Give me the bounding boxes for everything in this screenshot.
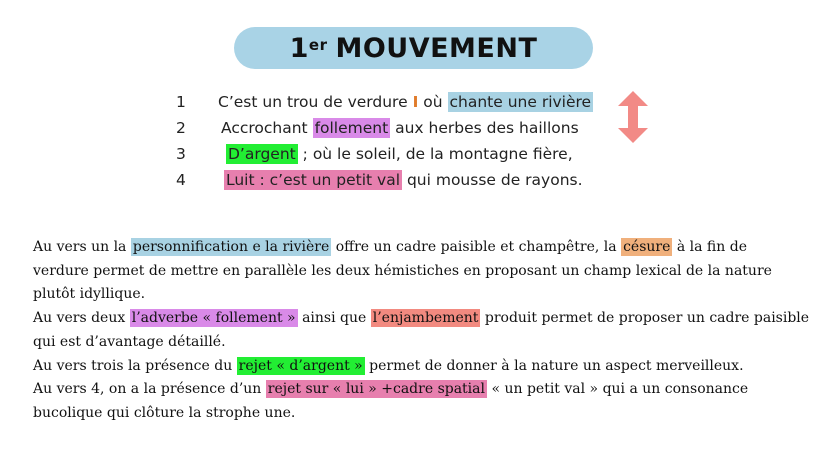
verse-number: 2 xyxy=(176,119,186,137)
highlight-adverbe-follement: l’adverbe « follement » xyxy=(131,310,296,327)
verse-2 xyxy=(176,115,593,141)
title-number: 1 xyxy=(289,32,309,64)
highlight-rejet-lui: rejet sur « lui » +cadre spatial xyxy=(267,381,485,398)
commentary-line: Au vers 4, on a la présence d’un rejet sur « lui » +cadre spatial « un petit val » qui a un consonance xyxy=(33,381,749,398)
verse-text: C’est un trou de verdure xyxy=(218,93,413,111)
poem-stanza xyxy=(176,89,593,193)
verse-text: qui mousse de rayons. xyxy=(402,171,583,189)
commentary-line: Au vers deux l’adverbe « follement » ainsi que l’enjambement produit permet de proposer un cadre paisible xyxy=(33,310,810,327)
verse-text: aux herbes des haillons xyxy=(390,119,579,137)
highlight-enjambement: l’enjambement xyxy=(372,310,479,327)
highlight-rejet-dargent: rejet « d’argent » xyxy=(238,357,363,374)
commentary-text xyxy=(33,236,823,426)
commentary-line: verdure permet de mettre en parallèle les deux hémistiches en proposant un champ lexical de la nature xyxy=(33,262,772,279)
commentary-line: bucolique qui clôture la strophe une. xyxy=(33,404,296,421)
highlight-dargent: D’argent xyxy=(228,145,296,163)
caesura-mark: I xyxy=(412,93,419,111)
verse-text: où xyxy=(418,93,448,111)
verse-3 xyxy=(176,141,593,167)
commentary-line: Au vers un la personnification e la rivière offre un cadre paisible et champêtre, la césure à la fin de xyxy=(33,239,747,255)
up-down-arrow-icon xyxy=(618,91,648,143)
title-banner xyxy=(234,27,593,69)
highlight-cesure: césure xyxy=(623,239,671,255)
commentary-line: plutôt idyllique. xyxy=(33,286,146,303)
highlight-personnification: personnification e la rivière xyxy=(132,239,330,255)
verse-number: 4 xyxy=(176,171,186,189)
verse-4 xyxy=(176,167,593,193)
verse-number: 1 xyxy=(176,93,186,111)
commentary-line: qui est d’avantage détaillé. xyxy=(33,333,226,350)
highlight-follement: follement xyxy=(314,119,389,137)
verse-text: Accrochant xyxy=(221,119,313,137)
verse-number: 3 xyxy=(176,145,186,163)
commentary-line: Au vers trois la présence du rejet « d’argent » permet de donner à la nature un aspect merveilleux. xyxy=(33,357,744,374)
title-text: MOUVEMENT xyxy=(335,32,538,64)
highlight-luit: Luit : c’est un petit val xyxy=(226,171,401,189)
verse-text: ; où le soleil, de la montagne fière, xyxy=(297,145,573,163)
highlight-chante-une-riviere: chante une rivière xyxy=(449,93,592,111)
title-superscript: er xyxy=(308,36,328,54)
verse-1 xyxy=(176,89,593,115)
